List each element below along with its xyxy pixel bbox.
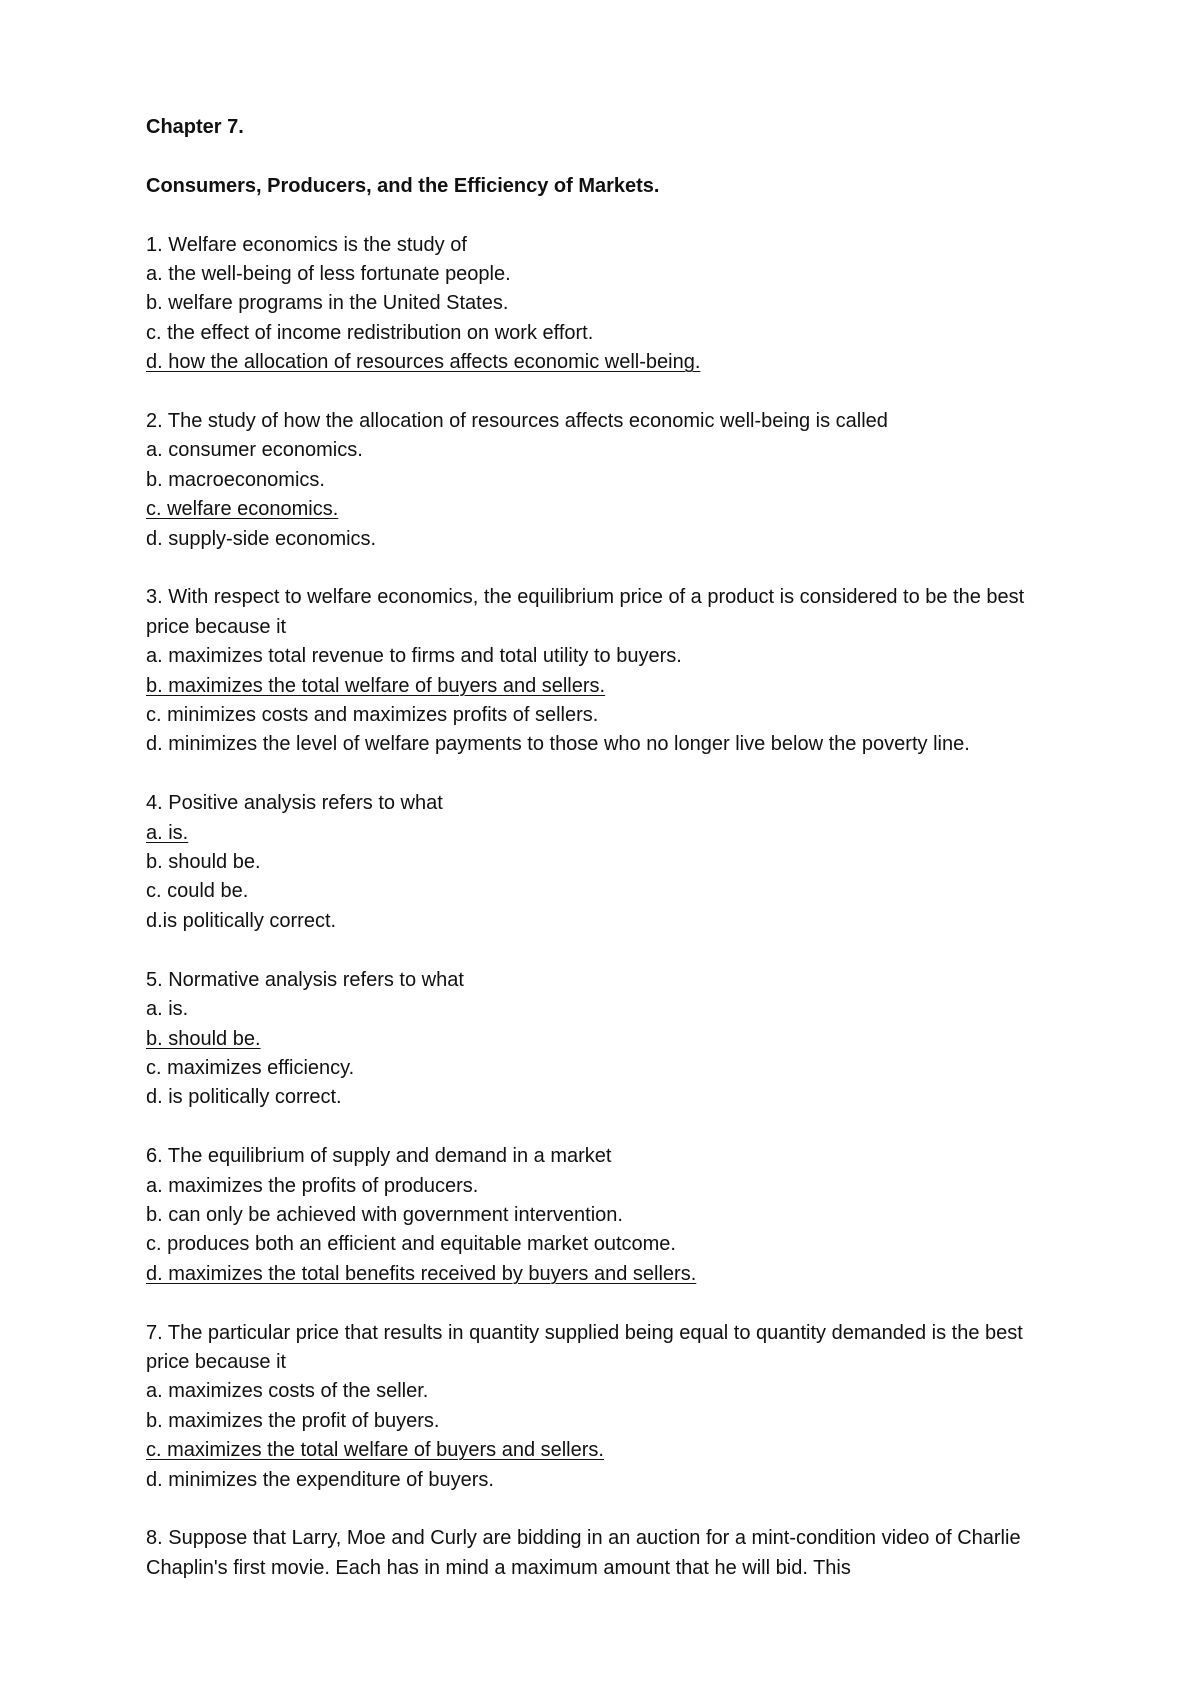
document-content — [146, 113, 1056, 1583]
question-text: 5. Normative analysis refers to what — [146, 968, 464, 991]
answer-option: a. maximizes total revenue to firms and total utility to buyers. — [146, 645, 682, 668]
question-3 — [146, 583, 1056, 759]
answer-option: a. is. — [146, 998, 189, 1021]
answer-option: d. is politically correct. — [146, 1086, 342, 1109]
answer-option: a. the well-being of less fortunate people. — [146, 263, 511, 285]
question-5 — [146, 966, 1056, 1113]
chapter-subtitle: Consumers, Producers, and the Efficiency of Markets. — [146, 174, 660, 197]
spacer — [146, 936, 1056, 965]
answer-option: d. minimizes the expenditure of buyers. — [146, 1468, 494, 1491]
spacer — [146, 760, 1056, 789]
answer-option-correct: b. should be. — [146, 1027, 261, 1050]
question-2 — [146, 407, 1056, 554]
spacer — [146, 378, 1056, 407]
answer-option: c. could be. — [146, 880, 249, 903]
answer-option: d. minimizes the level of welfare payments to those who no longer live below the poverty line. — [146, 733, 970, 756]
question-7 — [146, 1319, 1056, 1495]
spacer — [146, 1113, 1056, 1142]
answer-option-correct: a. is. — [146, 821, 189, 844]
question-text: 2. The study of how the allocation of resources affects economic well-being is called — [146, 410, 888, 433]
answer-option: a. consumer economics. — [146, 439, 363, 462]
question-1 — [146, 231, 1056, 378]
answer-option: d.is politically correct. — [146, 909, 337, 932]
answer-option-correct: c. welfare economics. — [146, 498, 339, 521]
answer-option: c. the effect of income redistribution on work effort. — [146, 321, 594, 344]
question-text: 3. With respect to welfare economics, the equilibrium price of a product is considered to be the best price because it — [146, 586, 1025, 638]
spacer — [146, 201, 1056, 230]
answer-option-correct: c. maximizes the total welfare of buyers and sellers. — [146, 1439, 604, 1462]
spacer — [146, 1289, 1056, 1318]
answer-option-correct: d. how the allocation of resources affects economic well-being. — [146, 351, 701, 374]
question-4 — [146, 789, 1056, 936]
question-8 — [146, 1524, 1056, 1583]
question-list — [146, 231, 1056, 1584]
question-text: 6. The equilibrium of supply and demand in a market — [146, 1145, 612, 1168]
chapter-title: Chapter 7. — [146, 116, 244, 138]
question-text: 4. Positive analysis refers to what — [146, 792, 443, 815]
question-text: 8. Suppose that Larry, Moe and Curly are bidding in an auction for a mint-condition video of Charlie Chaplin's first movie. Each has in mind a maximum amount that he will bid. This — [146, 1527, 1021, 1579]
spacer — [146, 554, 1056, 583]
spacer — [146, 1495, 1056, 1524]
answer-option: b. can only be achieved with government intervention. — [146, 1203, 623, 1226]
answer-option: a. maximizes costs of the seller. — [146, 1380, 429, 1403]
answer-option: b. macroeconomics. — [146, 468, 325, 491]
answer-option-correct: b. maximizes the total welfare of buyers and sellers. — [146, 674, 606, 697]
question-6 — [146, 1142, 1056, 1289]
answer-option: b. welfare programs in the United States. — [146, 292, 509, 315]
answer-option: c. maximizes efficiency. — [146, 1056, 355, 1079]
answer-option: c. minimizes costs and maximizes profits of sellers. — [146, 704, 599, 727]
answer-option: b. maximizes the profit of buyers. — [146, 1409, 440, 1432]
answer-option: a. maximizes the profits of producers. — [146, 1174, 479, 1197]
question-text: 7. The particular price that results in quantity supplied being equal to quantity demanded is the best price because it — [146, 1321, 1023, 1373]
answer-option: d. supply-side economics. — [146, 527, 377, 550]
answer-option: c. produces both an efficient and equitable market outcome. — [146, 1233, 676, 1256]
question-text: 1. Welfare economics is the study of — [146, 233, 467, 256]
answer-option-correct: d. maximizes the total benefits received by buyers and sellers. — [146, 1262, 697, 1285]
answer-option: b. should be. — [146, 851, 261, 874]
spacer — [146, 142, 1056, 171]
